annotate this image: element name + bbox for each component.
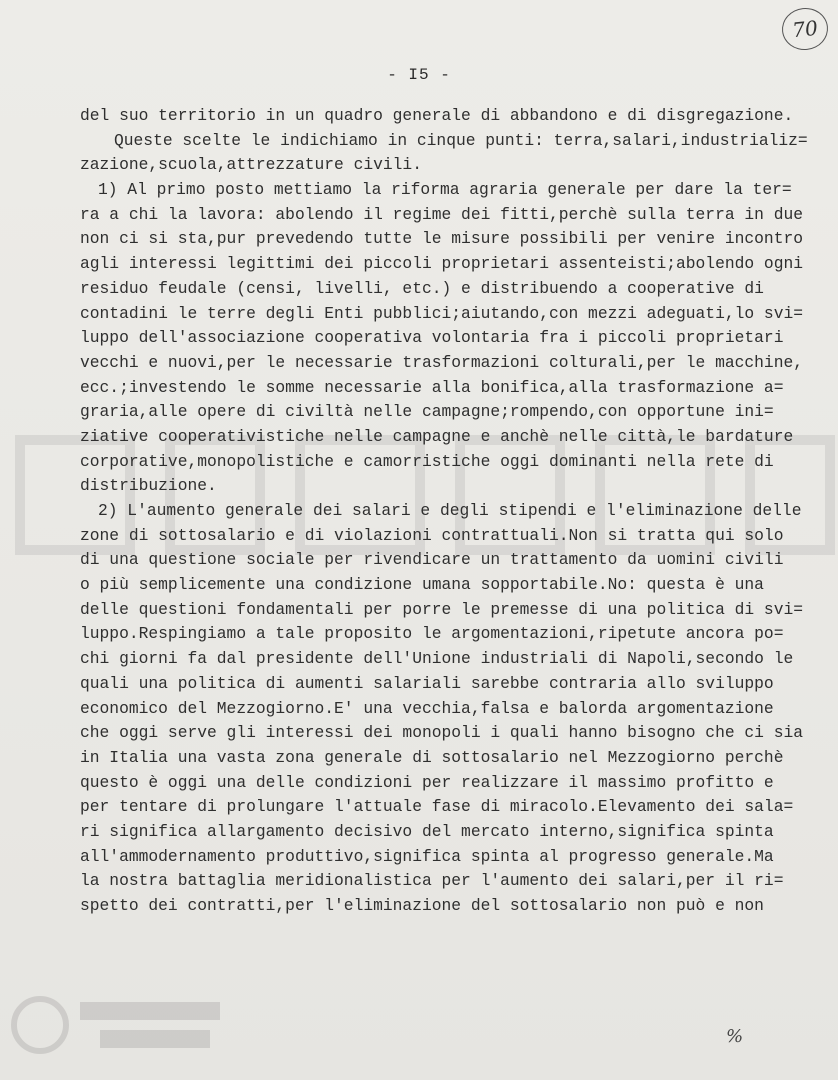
text-line: contadini le terre degli Enti pubblici;aiutando,con mezzi adeguati,lo svi=	[80, 303, 804, 323]
text-line: residuo feudale (censi, livelli, etc.) e distribuendo a cooperative di	[80, 278, 764, 298]
text-line: ra a chi la lavora: abolendo il regime dei fitti,perchè sulla terra in due	[80, 204, 804, 224]
text-line: che oggi serve gli interessi dei monopoli i quali hanno bisogno che ci sia	[80, 723, 804, 743]
text-line: Queste scelte le indichiamo in cinque punti: terra,salari,industrializ=	[114, 130, 808, 150]
text-line: corporative,monopolistiche e camorristiche oggi dominanti nella rete di	[80, 451, 774, 471]
text-line: per tentare di prolungare l'attuale fase di miracolo.Elevamento dei sala=	[80, 797, 794, 817]
text-line: economico del Mezzogiorno.E' una vecchia,falsa e balorda argomentazione	[80, 698, 774, 718]
text-line: luppo dell'associazione cooperativa volontaria fra i piccoli proprietari	[80, 328, 784, 348]
text-line: spetto dei contratti,per l'eliminazione del sottosalario non può e non	[80, 896, 764, 915]
text-line: non ci si sta,pur prevedendo tutte le misure possibili per venire incontro	[80, 229, 804, 249]
text-line: luppo.Respingiamo a tale proposito le argomentazioni,ripetute ancora po=	[80, 624, 784, 644]
text-line: all'ammodernamento produttivo,significa spinta al progresso generale.Ma	[80, 846, 774, 866]
text-line: o più semplicemente una condizione umana sopportabile.No: questa è una	[80, 575, 764, 595]
text-line: 2) L'aumento generale dei salari e degli stipendi e l'eliminazione delle	[98, 501, 802, 520]
text-line: ecc.;investendo le somme necessarie alla bonifica,alla trasformazione a=	[80, 377, 784, 397]
text-line: distribuzione.	[80, 476, 217, 496]
text-line: agli interessi legittimi dei piccoli proprietari assenteisti;abolendo ogni	[80, 254, 804, 274]
text-line: graria,alle opere di civiltà nelle campagne;rompendo,con opportune ini=	[80, 402, 774, 422]
text-line: vecchi e nuovi,per le necessarie trasformazioni colturali,per le macchine,	[80, 352, 804, 372]
text-line: zazione,scuola,attrezzature civili.	[80, 155, 422, 175]
text-line: del suo territorio in un quadro generale di abbandono e di disgregazione.	[80, 106, 794, 125]
continuation-mark: %	[726, 1026, 744, 1047]
text-line: zone di sottosalario e di violazioni contrattuali.Non si tratta qui solo	[80, 525, 784, 545]
text-line: delle questioni fondamentali per porre le premesse di una politica di svi=	[80, 599, 804, 619]
archive-page-stamp	[780, 6, 830, 53]
text-line: di una questione sociale per rivendicare un trattamento da uomini civili	[80, 550, 784, 570]
text-line: quali una politica di aumenti salariali sarebbe contraria allo sviluppo	[80, 673, 774, 693]
archive-logo-watermark	[10, 990, 230, 1060]
page-number-header: - I5 -	[387, 66, 451, 84]
text-line: 1) Al primo posto mettiamo la riforma agraria generale per dare la ter=	[98, 180, 792, 200]
text-line: chi giorni fa dal presidente dell'Unione industriali di Napoli,secondo le	[80, 649, 794, 669]
body-text	[80, 104, 810, 919]
text-line: in Italia una vasta zona generale di sottosalario nel Mezzogiorno perchè	[80, 747, 784, 767]
text-line: questo è oggi una delle condizioni per realizzare il massimo profitto e	[80, 772, 774, 792]
text-line: ziative cooperativistiche nelle campagne e anchè nelle città,le bardature	[80, 426, 794, 446]
stamp-number: 70	[791, 15, 819, 43]
text-line: ri significa allargamento decisivo del mercato interno,significa spinta	[80, 821, 774, 841]
text-line: la nostra battaglia meridionalistica per l'aumento dei salari,per il ri=	[80, 871, 784, 891]
